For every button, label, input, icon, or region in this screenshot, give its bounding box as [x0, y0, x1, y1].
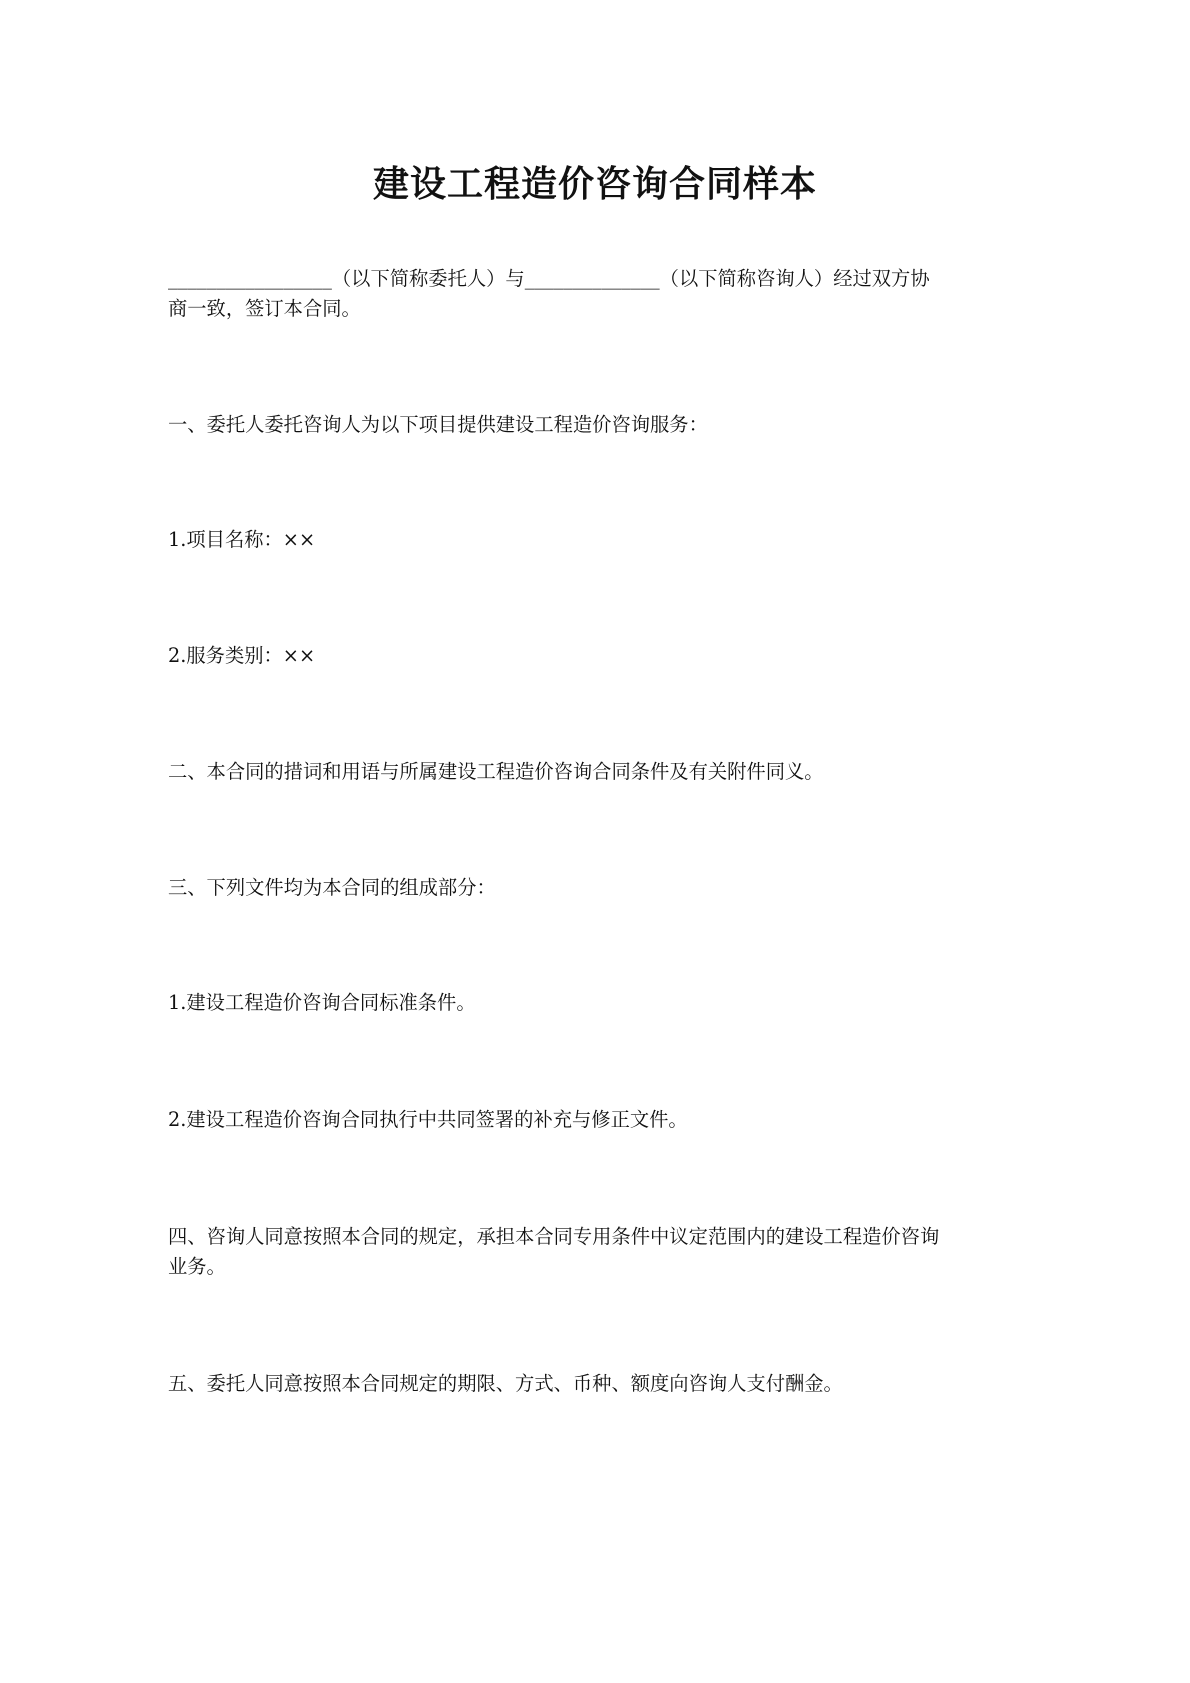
project-name-item: 1.项目名称：××	[168, 528, 316, 551]
document-list-item-1: 1.建设工程造价咨询合同标准条件。	[168, 991, 476, 1014]
clause-3: 三、下列文件均为本合同的组成部分：	[168, 876, 496, 899]
service-category-item: 2.服务类别：××	[168, 644, 316, 667]
document-title: 建设工程造价咨询合同样本	[372, 163, 817, 205]
clause-4: 四、咨询人同意按照本合同的规定，承担本合同专用条件中议定范围内的建设工程造价咨询业务。	[168, 1225, 940, 1278]
document-list-item-2: 2.建设工程造价咨询合同执行中共同签署的补充与修正文件。	[168, 1108, 688, 1131]
preamble-paragraph: _________________（以下简称委托人）与______________（以下简称咨询人）经过双方协商一致，签订本合同。	[168, 267, 930, 320]
clause-2: 二、本合同的措词和用语与所属建设工程造价咨询合同条件及有关附件同义。	[168, 760, 824, 783]
clause-5: 五、委托人同意按照本合同规定的期限、方式、币种、额度向咨询人支付酬金。	[168, 1372, 843, 1395]
clause-1: 一、委托人委托咨询人为以下项目提供建设工程造价咨询服务：	[168, 413, 708, 436]
